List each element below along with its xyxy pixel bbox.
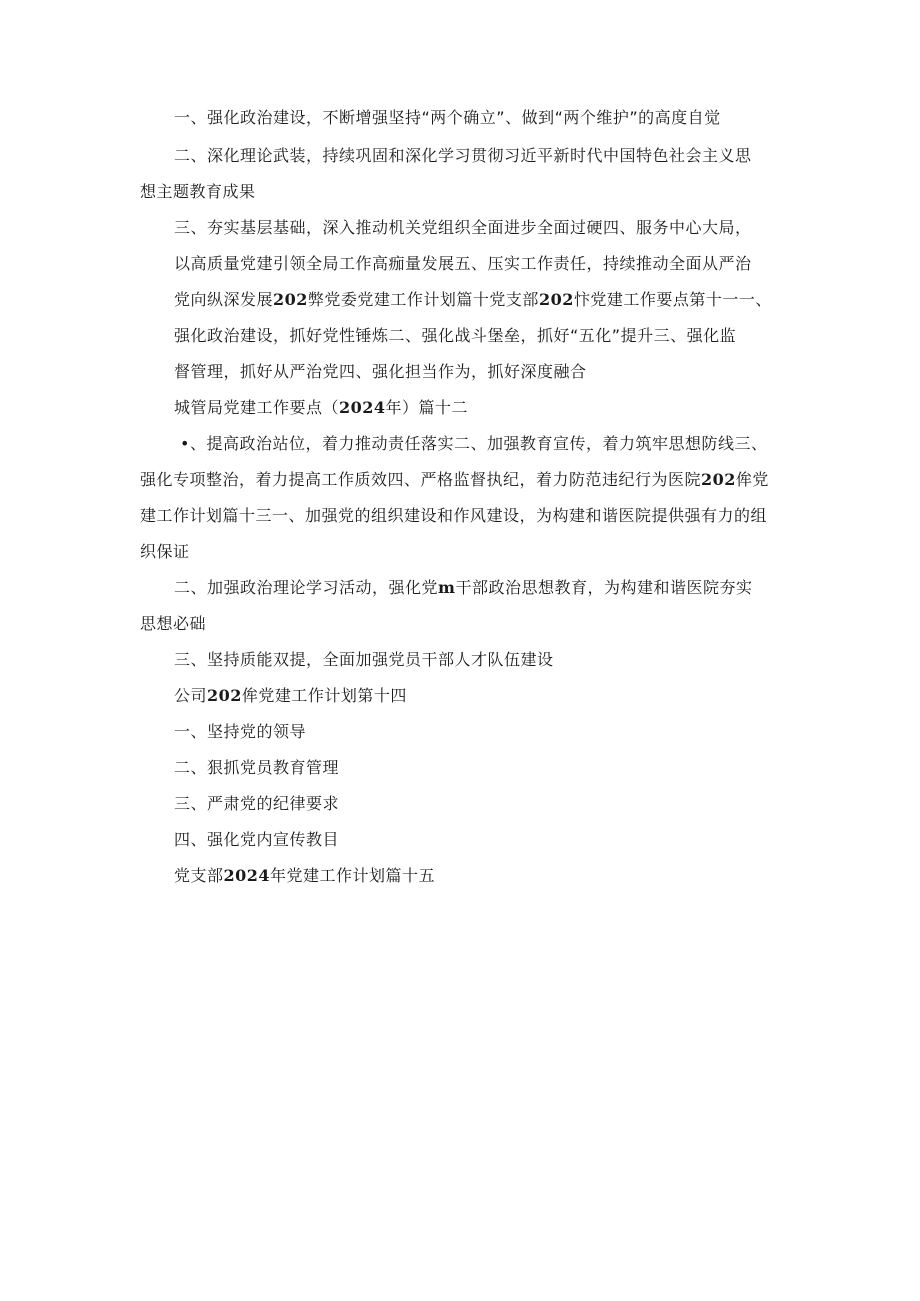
text-line: 想主题教育成果 <box>140 182 256 201</box>
list-item: 一、坚持党的领导 <box>174 722 307 741</box>
text-line: 一、强化政治建设，不断增强坚持“两个确立”、做到“两个维护”的高度自觉 <box>174 108 721 127</box>
text-line: 三、坚持质能双提，全面加强党员干部人才队伍建设 <box>174 650 554 669</box>
list-item: 三、严肃党的纪律要求 <box>174 794 340 813</box>
text-line: •、提高政治站位，着力推动责任落实二、加强教育宣传，着力筑牢思想防线三、 <box>180 434 768 453</box>
text-line: 党向纵深发展202弊党委党建工作计划篇十党支部202忭党建工作要点第十一一、 <box>174 290 772 309</box>
text-line: 强化政治建设，抓好党性锤炼二、强化战斗堡垒，抓好“五化”提升三、强化监 <box>174 326 737 345</box>
list-item: 二、狠抓党员教育管理 <box>174 758 340 777</box>
text-line: 二、加强政治理论学习活动，强化党m干部政治思想教育，为构建和谐医院夯实 <box>174 578 753 597</box>
section-heading: 党支部2024年党建工作计划篇十五 <box>174 866 436 885</box>
text-line: 三、夯实基层基础，深入推动机关党组织全面进步全面过硬四、服务中心大局， <box>174 218 752 237</box>
text-line: 强化专项整治，着力提高工作质效四、严格监督执纪，着力防范违纪行为医院202侔党 <box>140 470 769 489</box>
text-line: 建工作计划篇十三一、加强党的组织建设和作风建设，为构建和谐医院提供强有力的组 <box>140 506 768 525</box>
text-line: 以高质量党建引领全局工作高痂量发展五、压实工作责任，持续推动全面从严治 <box>174 254 752 273</box>
list-item: 四、强化党内宣传教目 <box>174 830 340 849</box>
text-line: 思想必础 <box>140 614 207 633</box>
section-heading: 公司202侔党建工作计划第十四 <box>174 686 407 705</box>
section-heading: 城管局党建工作要点（2024年）篇十二 <box>174 398 469 417</box>
text-line: 督管理，抓好从严治党四、强化担当作为，抓好深度融合 <box>174 362 587 381</box>
text-line: 织保证 <box>140 542 190 561</box>
text-line: 二、深化理论武装，持续巩固和深化学习贯彻习近平新时代中国特色社会主义思 <box>174 146 752 165</box>
